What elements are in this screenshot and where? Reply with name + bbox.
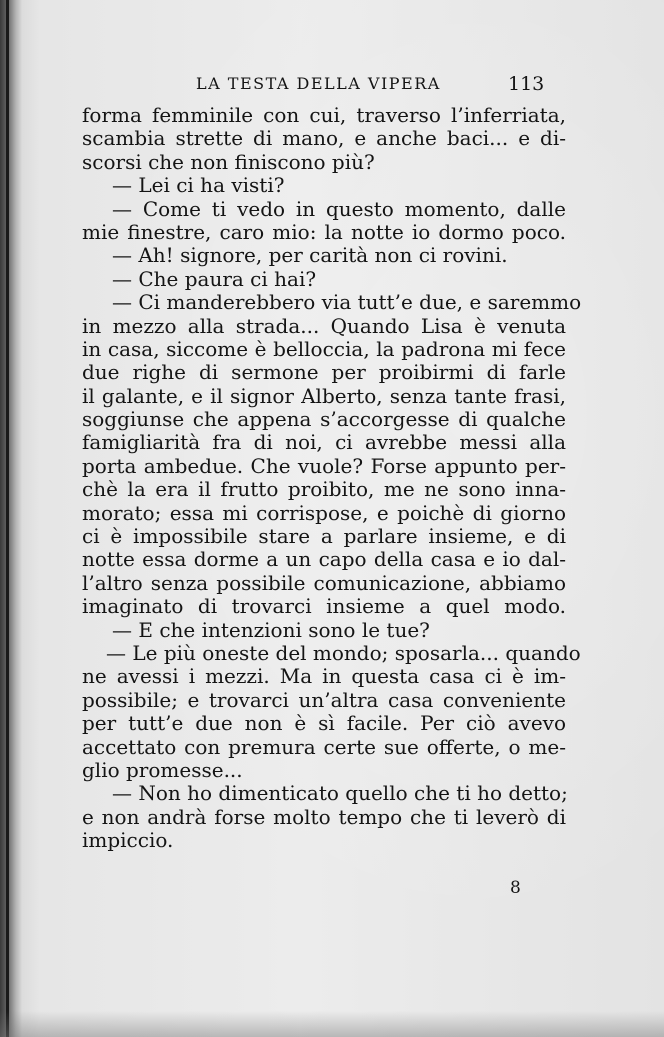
- text-line: famigliarità fra di noi, ci avrebbe messi alla: [82, 430, 566, 455]
- text-line: — Che paura ci hai?: [112, 266, 317, 291]
- text-line: in casa, siccome è belloccia, la padrona mi fece: [82, 336, 566, 361]
- text-line: forma femminile con cui, traverso l’inferriata,: [82, 103, 566, 127]
- text-line: imaginato di trovarci insieme a quel modo.: [82, 594, 566, 619]
- text-line: l’altro senza possibile comunicazione, abbiamo: [82, 570, 566, 595]
- text-line: — Non ho dimenticato quello che ti ho detto;: [112, 781, 568, 806]
- text-line: ne avessi i mezzi. Ma in questa casa ci è im-: [82, 664, 566, 689]
- text-line: impiccio.: [82, 828, 174, 853]
- text-line: due righe di sermone per proibirmi di farle: [82, 360, 566, 385]
- text-line: porta ambedue. Che vuole? Forse appunto per-: [82, 453, 566, 478]
- text-line: — Come ti vedo in questo momento, dalle: [112, 196, 566, 221]
- text-line: — Ci manderebbero via tutt’e due, e saremmo: [112, 290, 582, 315]
- binding-shadow: [0, 0, 22, 1037]
- text-line: mie finestre, caro mio: la notte io dormo poco.: [82, 219, 566, 244]
- text-line: scorsi che non finiscono più?: [82, 149, 375, 174]
- text-line: notte essa dorme a un capo della casa e io dal-: [82, 547, 566, 572]
- text-line: — Ah! signore, per carità non ci rovini.: [112, 243, 508, 268]
- text-line: per tutt’e due non è sì facile. Per ciò avevo: [82, 711, 566, 736]
- text-line: possibile; e trovarci un’altra casa conveniente: [82, 687, 566, 712]
- text-line: morato; essa mi corrispose, e poichè di giorno: [82, 500, 566, 525]
- text-line: scambia strette di mano, e anche baci... e di-: [82, 126, 566, 151]
- spine-edge: [6, 0, 9, 1037]
- bottom-edge-shadow: [0, 1011, 664, 1037]
- text-line: chè la era il frutto proibito, me ne sono inna-: [82, 477, 566, 502]
- text-line: soggiunse che appena s’accorgesse di qualche: [82, 407, 566, 432]
- signature-mark: 8: [510, 878, 521, 898]
- page-number: 113: [508, 73, 545, 95]
- text-line: — Le più oneste del mondo; sposarla... quando: [106, 640, 581, 665]
- text-line: glio promesse...: [82, 757, 243, 782]
- body-text: [82, 103, 582, 853]
- text-line: e non andrà forse molto tempo che ti leverò di: [82, 804, 566, 829]
- text-line: — E che intenzioni sono le tue?: [112, 617, 430, 642]
- text-line: il galante, e il signor Alberto, senza tante frasi,: [82, 383, 566, 408]
- text-line: in mezzo alla strada... Quando Lisa è venuta: [82, 313, 566, 338]
- text-line: — Lei ci ha visti?: [112, 173, 285, 198]
- running-head: LA TESTA DELLA VIPERA: [196, 74, 441, 93]
- text-line: ci è impossibile stare a parlare insieme, e di: [82, 524, 566, 549]
- text-line: accettato con premura certe sue offerte, o me-: [82, 734, 566, 759]
